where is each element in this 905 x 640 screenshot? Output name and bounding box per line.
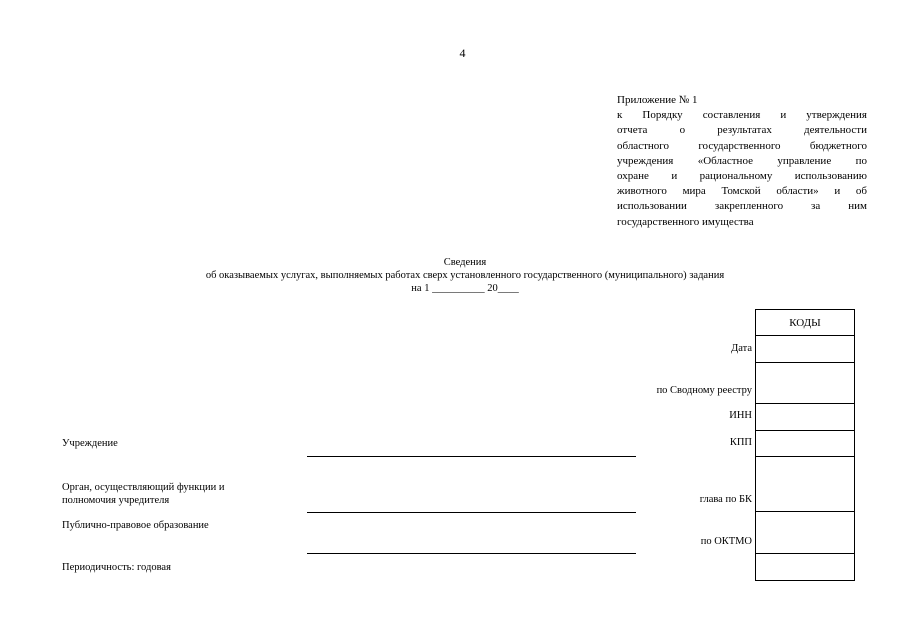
label-date: Дата bbox=[731, 343, 752, 354]
label-oktmo: по ОКТМО bbox=[700, 536, 752, 547]
codes-table bbox=[755, 309, 855, 581]
code-cell-oktmo[interactable] bbox=[756, 512, 854, 554]
appendix-line: животного мира Томской области» и об bbox=[617, 185, 867, 198]
appendix-line: охране и рациональному использованию bbox=[617, 170, 867, 183]
code-cell-svodny[interactable] bbox=[756, 363, 854, 404]
label-institution: Учреждение bbox=[62, 438, 118, 449]
label-glava-bk: глава по БК bbox=[699, 494, 752, 505]
appendix-line: Приложение № 1 bbox=[617, 94, 698, 106]
label-kpp: КПП bbox=[729, 437, 752, 448]
title-heading: Сведения bbox=[443, 257, 487, 268]
appendix-line: государственного имущества bbox=[617, 215, 754, 228]
appendix-line: отчета о результатах деятельности bbox=[617, 124, 867, 137]
founder-input-line[interactable] bbox=[307, 512, 636, 513]
codes-header: КОДЫ bbox=[756, 310, 854, 336]
public-entity-input-line[interactable] bbox=[307, 553, 636, 554]
label-founder-line: полномочия учредителя bbox=[62, 495, 170, 506]
label-founder-line: Орган, осуществляющий функции и bbox=[62, 482, 225, 493]
code-cell-period[interactable] bbox=[756, 554, 854, 580]
appendix-line: областного государственного бюджетного bbox=[617, 139, 867, 152]
appendix-reference bbox=[617, 93, 867, 230]
document-title bbox=[130, 256, 800, 295]
appendix-line: использовании закрепленного за ним bbox=[617, 200, 867, 213]
label-inn: ИНН bbox=[729, 410, 752, 421]
code-cell-glava[interactable] bbox=[756, 457, 854, 512]
page-number: 4 bbox=[459, 46, 466, 60]
code-cell-kpp[interactable] bbox=[756, 431, 854, 457]
appendix-line: к Порядку составления и утверждения bbox=[617, 109, 867, 122]
code-cell-inn[interactable] bbox=[756, 404, 854, 431]
code-cell-date[interactable] bbox=[756, 336, 854, 363]
title-subtitle: об оказываемых услугах, выполняемых работах сверх установленного государственного (муниципального) задания bbox=[205, 270, 725, 281]
appendix-line: учреждения «Областное управление по bbox=[617, 154, 867, 167]
label-public-entity: Публично-правовое образование bbox=[62, 520, 209, 531]
label-founder bbox=[62, 481, 225, 507]
label-svodny-reestr: по Сводному реестру bbox=[656, 385, 752, 396]
label-periodicity: Периодичность: годовая bbox=[62, 562, 171, 573]
institution-input-line[interactable] bbox=[307, 456, 636, 457]
title-date-line: на 1 __________ 20____ bbox=[411, 283, 519, 294]
